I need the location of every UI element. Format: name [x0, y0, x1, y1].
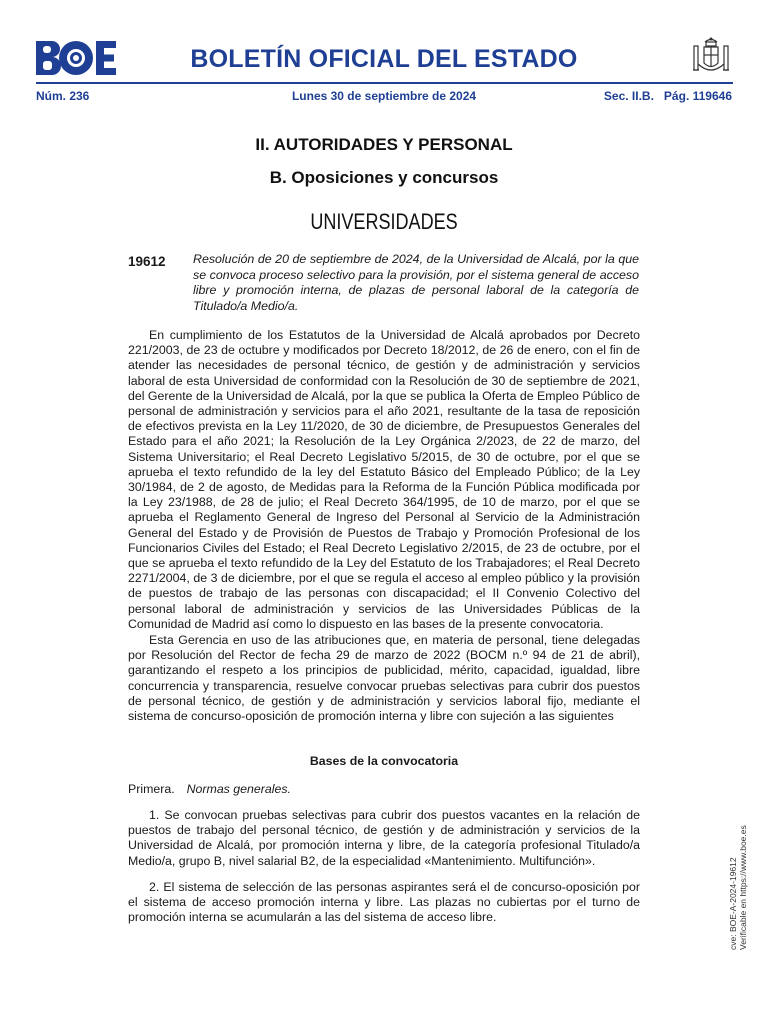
subsection-title: B. Oposiciones y concursos	[269, 168, 499, 187]
resolution-summary: Resolución de 20 de septiembre de 2024, de la Universidad de Alcalá, por la que se convoca proceso selectivo para la provisión, por el sistema general de acceso libre y promoción interna, de plazas de personal laboral de la categoría de Titulado/a Medio/a.	[193, 252, 639, 313]
article-subtitle: Normas generales.	[186, 782, 291, 796]
bases-heading: Bases de la convocatoria	[309, 754, 459, 768]
entry-number: 19612	[128, 254, 166, 269]
list-item: 2. El sistema de selección de las personas aspirantes será el de concurso-oposición por el sistema de acceso promoción interna y libre. Las plazas no cubiertas por el turno de promoción interna se acumularán a las del sistema de acceso libre.	[128, 880, 640, 925]
boe-logo-icon	[36, 41, 116, 75]
article-label: Primera.	[128, 782, 175, 796]
article-heading	[128, 781, 291, 797]
paragraph-resolution: Esta Gerencia en uso de las atribuciones que, en materia de personal, tiene delegadas por Resolución del Rector de fecha 29 de marzo de 2022 (BOCM n.º 94 de 21 de abril), garantizando el respeto a los principios de publicidad, mérito, capacidad, igualdad, libre concurrencia y transparencia, resuelve convocar pruebas selectivas para cubrir dos puestos de personal técnico, de gestión y de administración y servicios laboral fijo, mediante el sistema de concurso-oposición de promoción interna y libre con sujeción a las siguientes	[128, 633, 640, 724]
paragraph-preamble: En cumplimiento de los Estatutos de la Universidad de Alcalá aprobados por Decreto 221/2003, de 23 de octubre y modificados por Decreto 18/2012, de 26 de enero, con el fin de atender las necesidades de personal técnico, de gestión y de administración y servicios laboral de esta Universidad de conformidad con la Resolución de 30 de septiembre de 2021, del Gerente de la Universidad de Alcalá, por la que se publica la Oferta de Empleo Público de personal de administración y servicios para el año 2021, resultante de la tasa de reposición de efectivos prevista en la Ley 11/2020, de 30 de diciembre, de Presupuestos Generales del Estado para el año 2021; la Resolución de la Ley Orgánica 2/2023, de 22 de marzo, del Sistema Universitario; el Real Decreto Legislativo 5/2015, de 30 de octubre, por el que se aprueba el texto refundido de la ley del Estatuto Básico del Empleado Público; de la Ley 30/1984, de 2 de agosto, de Medidas para la Reforma de la Función Pública modificada por la Ley 23/1988, de 28 de julio; el Real Decreto 364/1995, de 10 de marzo, por el que se aprueba el Reglamento General de Ingreso del Personal al Servicio de la Administración General del Estado y de Provisión de Puestos de Trabajo y Promoción Profesional de los Funcionarios Civiles del Estado; el Real Decreto Legislativo 2/2015, de 23 de octubre, por el que se aprueba el texto refundido de la Ley del Estatuto de los Trabajadores; el Real Decreto 2271/2004, de 3 de diciembre, por el que se regula el acceso al empleo público y la provisión de puestos de trabajo de las personas con discapacidad; el II Convenio Colectivo del personal laboral de administración y servicios de las Universidades Públicas de la Comunidad de Madrid así como lo dispuesto en las bases de la presente convocatoria.	[128, 328, 640, 631]
organism-title: UNIVERSIDADES	[310, 209, 458, 234]
section-page: Sec. II.B. Pág. 119646	[603, 89, 732, 103]
gazette-title: BOLETÍN OFICIAL DEL ESTADO	[190, 45, 578, 73]
header-rule	[36, 82, 733, 84]
verification-sidebar	[728, 825, 748, 950]
verification-link[interactable]: Verificable en https://www.boe.es	[738, 825, 748, 950]
spain-coat-of-arms-icon	[690, 36, 732, 80]
section-title: II. AUTORIDADES Y PERSONAL	[255, 135, 513, 154]
cve-code: cve: BOE-A-2024-19612	[728, 857, 738, 950]
issue-date: Lunes 30 de septiembre de 2024	[291, 89, 477, 103]
issue-number: Núm. 236	[36, 89, 90, 103]
list-item: 1. Se convocan pruebas selectivas para cubrir dos puestos vacantes en la relación de puestos de trabajo del personal técnico, de gestión y de administración y servicios de la Universidad de Alcalá, por promoción interna y libre, de la categoría profesional Titulado/a Medio/a, grupo B, nivel salarial B2, de la especialidad «Mantenimiento. Multifunción».	[128, 808, 640, 868]
